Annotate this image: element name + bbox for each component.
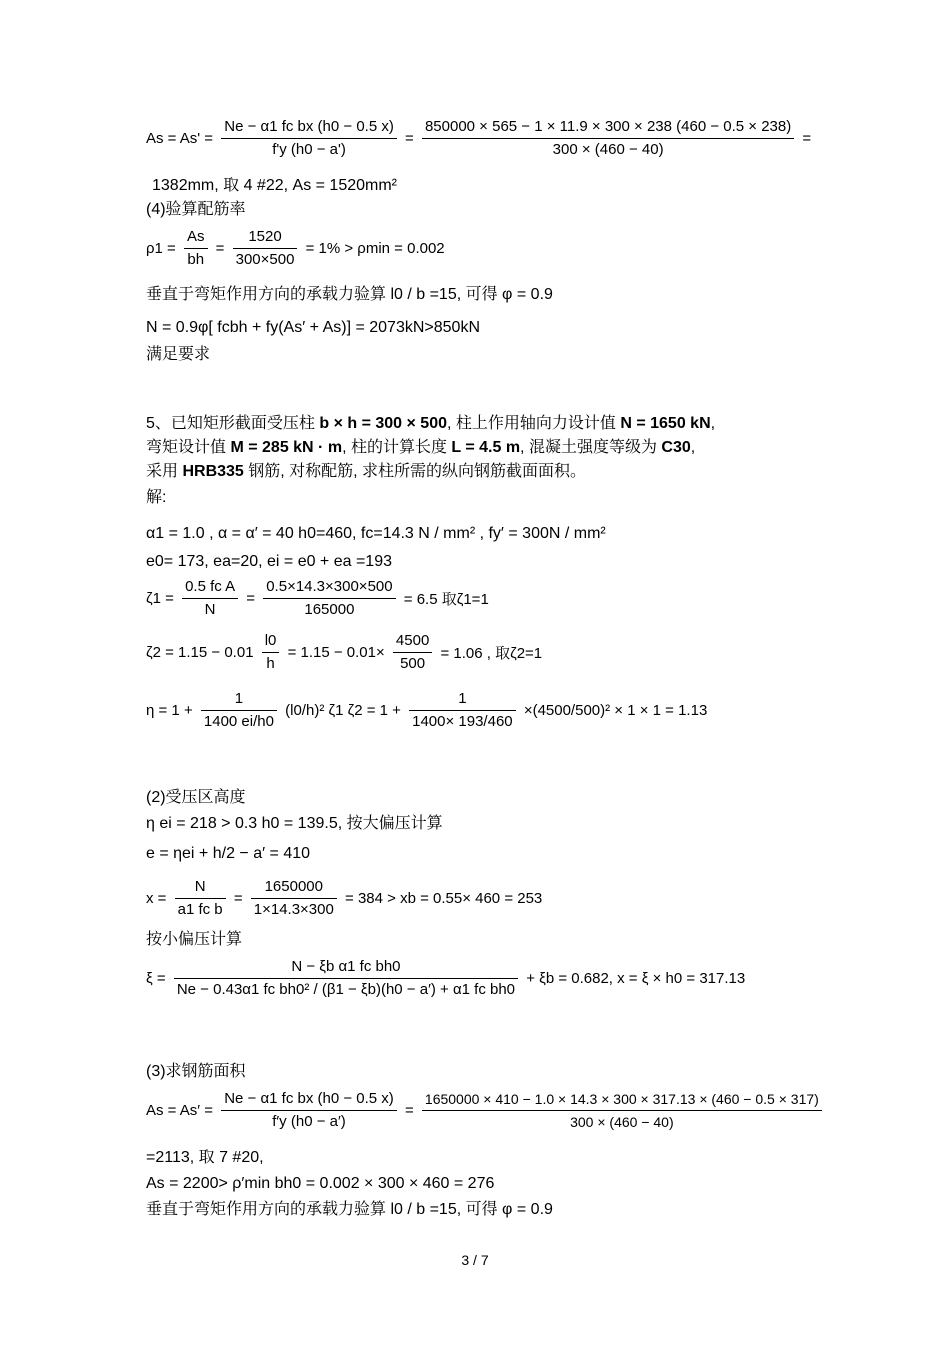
x-equation: x = $\frac{N}{\text{a1 fc b}}$ = $\frac{1650000}{1\times 14.3\times 300}$ = 384 > xb = 0.55× 460 = 253 [146, 878, 543, 918]
zeta2-equation [146, 632, 542, 673]
x-den-1: a1 fc b [177, 901, 223, 918]
as2-den-1: f′y (h0 − a′) [272, 1113, 346, 1130]
as2-den-2: 300 × (460 − 40) [570, 1114, 674, 1130]
as2-num-2: 1650000 × 410 − 1.0 × 14.3 × 300 × 317.13 × (460 − 0.5 × 317) [422, 1090, 822, 1111]
title2-b: M = 285 kN · m [230, 439, 343, 456]
rho-num-1: As [184, 228, 208, 249]
as2-num-1: Ne − α1 fc bx (h0 − 0.5 x) [221, 1090, 397, 1111]
as2-result: =2113, 取 7 #20, [146, 1149, 264, 1166]
title3-a: 采用 [146, 463, 183, 480]
as-eq-left: As = As' = [146, 130, 214, 147]
as-result: 1382mm, 取 4 #22, As = 1520mm² [152, 177, 398, 194]
rho-den-1: bh [187, 251, 205, 268]
as-eq-num-2: 850000 × 565 − 1 × 11.9 × 300 × 238 (460 − 0.5 × 238) [422, 118, 794, 139]
zeta2-fraction-1 [262, 632, 280, 673]
as-eq-fraction-2 [422, 118, 794, 159]
page-number: 3 / 7 [461, 1252, 489, 1268]
problem5-title-line1 [146, 413, 715, 435]
problem5-title-line2 [146, 437, 695, 459]
eta-num-2: 1 [409, 690, 516, 711]
title3-b: HRB335 [182, 463, 244, 480]
x-left: x = [146, 890, 167, 907]
x-tail: = 384 > xb = 0.55× 460 = 253 [345, 890, 543, 907]
x-fraction-2 [251, 878, 337, 919]
eta-den-1: 1400 ei/h0 [203, 713, 274, 730]
eta-tail: ×(4500/500)² × 1 × 1 = 1.13 [523, 702, 708, 719]
zeta2-den-2: 500 [400, 655, 426, 672]
x-fraction-1 [175, 878, 226, 919]
zeta2-left: ζ2 = 1.15 − 0.01 [146, 644, 254, 661]
zeta1-den-1: N [204, 601, 216, 618]
as-eq-den-1: f'y (h0 − a') [272, 141, 346, 158]
eta-fraction-1 [201, 690, 277, 731]
rho-den-2: 300×500 [235, 251, 295, 268]
as2-fraction-1 [221, 1090, 397, 1131]
zeta2-num-1: l0 [262, 632, 280, 653]
zeta1-fraction-2 [263, 578, 395, 619]
small-eccentric-label: 按小偏压计算 [146, 931, 243, 948]
as-eq-num-1: Ne − α1 fc bx (h0 − 0.5 x) [221, 118, 397, 139]
rho-num-2: 1520 [233, 228, 298, 249]
zeta1-equation: ζ1 = $\frac{\text{0.5 fc A}}{N}$ = $\frac{0.5\times 14.3\times 300\times 500}{165000}$ = 6.5 取ζ1=1 [146, 578, 489, 618]
title2-c: , 柱的计算长度 [342, 439, 452, 456]
n-check: N = 0.9φ[ fcbh + fy(As′ + As)] = 2073kN>850kN [146, 319, 480, 336]
title2-f: C30 [661, 439, 691, 456]
title2-g: , [690, 439, 696, 456]
eta-fraction-2 [409, 690, 516, 731]
zeta1-tail: = 6.5 取ζ1=1 [403, 591, 489, 608]
as-eq-fraction-1 [221, 118, 397, 159]
xi-num: N − ξb α1 fc bh0 [174, 958, 518, 979]
as2-equation: As = As′ = $\frac{\text{Ne − α1 fc bx (h0 − 0.5 x)}}{f'y (h0 - a')}$ = 1650000 × 410 − 1.0 × 14.3 × 300 × 317.13 × (460 − 0.5 × 317) 300 × (460 − 40) [146, 1090, 826, 1131]
title1-d: N = 1650 kN [620, 415, 711, 432]
zeta1-den-2: 165000 [304, 601, 355, 618]
zeta2-num-2: 4500 [393, 632, 432, 653]
rho-left: ρ1 = [146, 240, 176, 257]
title2-e: , 混凝土强度等级为 [520, 439, 662, 456]
params-line-1: α1 = 1.0 , α = α′ = 40 h0=460, fc=14.3 N / mm² , fy′ = 300N / mm² [146, 525, 606, 542]
xi-left: ξ = [146, 970, 166, 987]
check-heading: (4)验算配筋率 [146, 201, 246, 218]
title2-a: 弯矩设计值 [146, 439, 231, 456]
as-eq-den-2: 300 × (460 − 40) [552, 141, 664, 158]
title1-c: , 柱上作用轴向力设计值 [447, 415, 621, 432]
rho-equation: ρ1 = $\frac{As}{bh}$ = $\frac{1520}{300\times 500}$ = 1% > ρmin = 0.002 [146, 228, 445, 268]
zeta2-mid: = 1.15 − 0.01× [287, 644, 385, 661]
x-num-2: 1650000 [251, 878, 337, 899]
eta-den-2: 1400× 193/460 [412, 713, 513, 730]
problem5-title-line3 [146, 461, 586, 483]
params-line-2: e0= 173, ea=20, ei = e0 + ea =193 [146, 553, 392, 570]
xi-tail: + ξb = 0.682, x = ξ × h0 = 317.13 [526, 970, 746, 987]
eta-left: η = 1 + [146, 702, 193, 719]
title2-d: L = 4.5 m [451, 439, 521, 456]
as-equation: As = As' = $\frac{\text{Ne − α1 fc bx (h0 − 0.5 x)}}{f'y (h0 - a')}$ = $\frac{850000 \times 565 - 1 \times 11.9 \times 300 \times 238 (460 - 0.5 \times 238)}{300 \times (460 - 40)}$ = [146, 118, 812, 158]
as2-fraction-2 [422, 1090, 822, 1131]
x-den-2: 1×14.3×300 [253, 901, 334, 918]
title1-b: b × h = 300 × 500 [319, 415, 447, 432]
zeta1-left: ζ1 = [146, 590, 174, 607]
zeta2-tail: = 1.06 , 取ζ2=1 [440, 645, 543, 662]
eta-num-1: 1 [201, 690, 277, 711]
title3-c: 钢筋, 对称配筋, 求柱所需的纵向钢筋截面面积。 [243, 463, 587, 480]
rho-tail: = 1% > ρmin = 0.002 [305, 240, 445, 257]
eta-mid: ζ1 ζ2 = 1 + [328, 702, 401, 719]
e-line: e = ηei + h/2 − a′ = 410 [146, 845, 311, 862]
rho-fraction-2 [233, 228, 298, 269]
eta-paren: (l0/h)² [285, 702, 325, 719]
zeta1-num-2: 0.5×14.3×300×500 [263, 578, 395, 599]
rho-fraction-1 [184, 228, 208, 269]
zeta2-den-1: h [266, 655, 275, 672]
xi-den: Ne − 0.43α1 fc bh0² / (β1 − ξb)(h0 − a′) + α1 fc bh0 [176, 981, 516, 998]
zeta2-fraction-2 [393, 632, 432, 673]
zeta1-num-1: 0.5 fc A [182, 578, 238, 599]
eta-equation [146, 690, 707, 731]
requirement-ok: 满足要求 [146, 346, 211, 363]
xi-fraction [174, 958, 518, 999]
perp-check-2: 垂直于弯矩作用方向的承载力验算 l0 / b =15, 可得 φ = 0.9 [146, 1201, 553, 1218]
as2-left: As = As′ = [146, 1102, 214, 1119]
area-heading: (3)求钢筋面积 [146, 1063, 246, 1080]
xi-equation [146, 958, 745, 999]
as2-check: As = 2200> ρ′min bh0 = 0.002 × 300 × 460 = 276 [146, 1175, 495, 1192]
title1-a: 5、已知矩形截面受压柱 [146, 415, 320, 432]
perp-check: 垂直于弯矩作用方向的承载力验算 l0 / b =15, 可得 φ = 0.9 [146, 286, 553, 303]
x-num-1: N [175, 878, 226, 899]
as-eq-tail: = [802, 130, 812, 147]
ei-line: η ei = 218 > 0.3 h0 = 139.5, 按大偏压计算 [146, 815, 443, 832]
title1-e: , [710, 415, 716, 432]
compression-height-heading: (2)受压区高度 [146, 789, 246, 806]
solution-label: 解: [146, 489, 167, 506]
zeta1-fraction-1 [182, 578, 238, 619]
